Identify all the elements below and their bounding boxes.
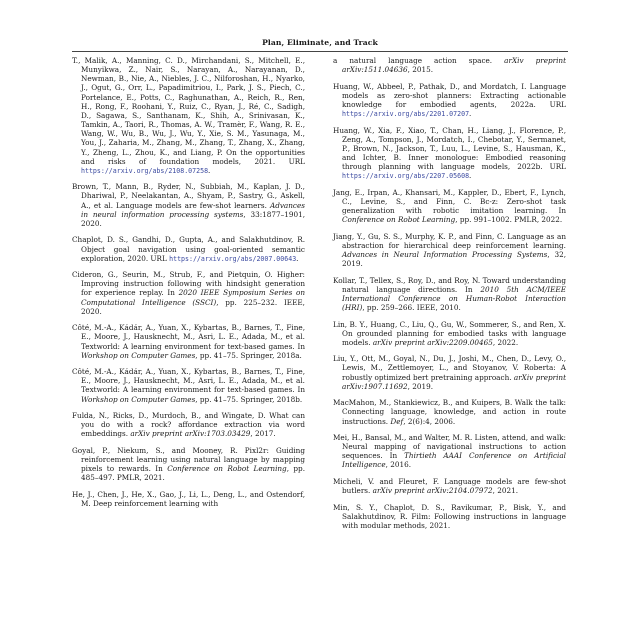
- reference-entry: Lin, B. Y., Huang, C., Liu, Q., Gu, W., Sommerer, S., and Ren, X. On grounded planning for embodied tasks with language models. arXiv preprint arXiv:2209.00465, 2022.: [333, 319, 566, 347]
- reference-entry: Brown, T., Mann, B., Ryder, N., Subbiah, M., Kaplan, J. D., Dhariwal, P., Neelakantan, A., Shyam, P., Sastry, G., Askell, A., et al. Language models are few-shot learners. Advances in neural information processing systems, 33:1877–1901, 2020.: [72, 182, 306, 228]
- reference-url-link[interactable]: https://arxiv.org/abs/2207.05608: [342, 172, 470, 181]
- reference-url-link[interactable]: https://arxiv.org/abs/2108.07258: [81, 166, 209, 175]
- reference-entry: He, J., Chen, J., He, X., Gao, J., Li, L., Deng, L., and Ostendorf, M. Deep reinforcement learning with: [72, 489, 305, 508]
- reference-url-link[interactable]: https://arxiv.org/abs/2201.07207: [342, 110, 470, 119]
- reference-entry: MacMahon, M., Stankiewicz, B., and Kuipers, B. Walk the talk: Connecting language, knowledge, and action in route instructions. Def, 2(6):4, 2006.: [333, 398, 566, 426]
- reference-entry: Huang, W., Abbeel, P., Pathak, D., and Mordatch, I. Language models as zero-shot planners: Extracting actionable knowledge for embodied agents, 2022a. URL https://arxiv.org/abs/2201.07207.: [333, 81, 566, 119]
- reference-entry: Huang, W., Xia, F., Xiao, T., Chan, H., Liang, J., Florence, P., Zeng, A., Tompson, J., Mordatch, I., Chebotar, Y., Sermanet, P., Brown, N., Jackson, T., Luu, L., Levine, S., Hausman, K., and Ichter, B. Inner monologue: Embodied reasoning through planning with language models, 2022b. URL https://arxiv.org/abs/2207.05608.: [333, 125, 566, 181]
- reference-entry: Cideron, G., Seurin, M., Strub, F., and Pietquin, O. Higher: Improving instruction following with hindsight generation for experience replay. In 2020 IEEE Symposium Series on Computational Intelligence (SSCI), pp. 225–232. IEEE, 2020.: [72, 270, 305, 316]
- reference-entry: Côté, M.-A., Kádár, A., Yuan, X., Kybartas, B., Barnes, T., Fine, E., Moore, J., Hausknecht, M., Asri, L. E., Adada, M., et al. Textworld: A learning environment for text-based games. In Workshop on Computer Games, pp. 41–75. Springer, 2018b.: [72, 367, 305, 404]
- header-rule: [72, 51, 568, 52]
- reference-url-link[interactable]: https://arxiv.org/abs/2007.00643: [169, 254, 297, 263]
- reference-entry: Côté, M.-A., Kádár, A., Yuan, X., Kybartas, B., Barnes, T., Fine, E., Moore, J., Hausknecht, M., Asri, L. E., Adada, M., et al. Textworld: A learning environment for text-based games. In Workshop on Computer Games, pp. 41–75. Springer, 2018a.: [72, 323, 305, 360]
- reference-entry: Jiang, Y., Gu, S. S., Murphy, K. P., and Finn, C. Language as an abstraction for hierarchical deep reinforcement learning. Advances in Neural Information Processing Systems, 32, 2019.: [333, 231, 567, 269]
- reference-entry: a natural language action space. arXiv preprint arXiv:1511.04636, 2015.: [333, 56, 567, 75]
- reference-entry: Min, S. Y., Chaplot, D. S., Ravikumar, P., Bisk, Y., and Salakhutdinov, R. Film: Following instructions in language with modular methods, 2021.: [333, 502, 566, 530]
- reference-entry: T., Malik, A., Manning, C. D., Mirchandani, S., Mitchell, E., Munyikwa, Z., Nair, S., Narayan, A., Narayanan, D., Newman, B., Nie, A., Niebles, J. C., Nilforoshan, H., Nyarko, J., Ogut, G., Orr, L., Papadimitriou, I., Park, J. S., Piech, C., Portelance, E., Potts, C., Raghunathan, A., Reich, R., Ren, H., Rong, F., Roohani, Y., Ruiz, C., Ryan, J., Ré, C., Sadigh, D., Sagawa, S., Santhanam, K., Shih, A., Srinivasan, K., Tamkin, A., Taori, R., Thomas, A. W., Tramèr, F., Wang, R. E., Wang, W., Wu, B., Wu, J., Wu, Y., Xie, S. M., Yasunaga, M., You, J., Zaharia, M., Zhang, M., Zhang, T., Zhang, X., Zhang, Y., Zheng, L., Zhou, K., and Liang, P. On the opportunities and risks of foundation models, 2021. URL https://arxiv.org/abs/2108.07258.: [72, 56, 305, 175]
- reference-entry: Goyal, P., Niekum, S., and Mooney, R. Pixl2r: Guiding reinforcement learning using natural language by mapping pixels to rewards. In Conference on Robot Learning, pp. 485–497. PMLR, 2021.: [72, 445, 305, 483]
- running-header: Plan, Eliminate, and Track: [262, 38, 378, 47]
- reference-entry: Kollar, T., Tellex, S., Roy, D., and Roy, N. Toward understanding natural language directions. In 2010 5th ACM/IEEE International Conference on Human-Robot Interaction (HRI), pp. 259–266. IEEE, 2010.: [333, 275, 566, 313]
- reference-entry: Mei, H., Bansal, M., and Walter, M. R. Listen, attend, and walk: Neural mapping of navigational instructions to action sequences. In Thirtieth AAAI Conference on Artificial Intelligence, 2016.: [333, 432, 566, 470]
- references-left-column: [72, 56, 305, 515]
- reference-entry: Micheli, V. and Fleuret, F. Language models are few-shot butlers. arXiv preprint arXiv:2104.07972, 2021.: [333, 476, 566, 496]
- references-right-column: [333, 56, 566, 537]
- reference-entry: Chaplot, D. S., Gandhi, D., Gupta, A., and Salakhutdinov, R. Object goal navigation using goal-oriented semantic exploration, 2020. URL https://arxiv.org/abs/2007.00643.: [72, 235, 305, 263]
- reference-entry: Jang, E., Irpan, A., Khansari, M., Kappler, D., Ebert, F., Lynch, C., Levine, S., and Finn, C. Bc-z: Zero-shot task generalization with robotic imitation learning. In Conference on Robot Learning, pp. 991–1002. PMLR, 2022.: [333, 187, 566, 225]
- reference-entry: Fulda, N., Ricks, D., Murdoch, B., and Wingate, D. What can you do with a rock? affordance extraction via word embeddings. arXiv preprint arXiv:1703.03429, 2017.: [72, 411, 305, 439]
- reference-entry: Liu, Y., Ott, M., Goyal, N., Du, J., Joshi, M., Chen, D., Levy, O., Lewis, M., Zettlemoyer, L., and Stoyanov, V. Roberta: A robustly optimized bert pretraining approach. arXiv preprint arXiv:1907.11692, 2019.: [333, 354, 566, 391]
